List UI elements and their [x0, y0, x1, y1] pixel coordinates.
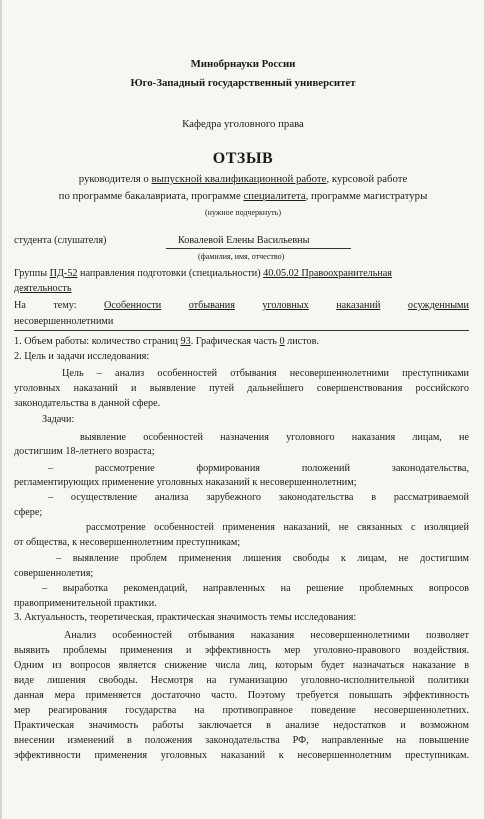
relevance-line: Одним из вопросов является снижение числа лиц, которым будет назначаться наказание в [14, 660, 469, 671]
task-line: – рассмотрение формирования положений законодательства, [48, 463, 469, 474]
task-line: правоприменительной практики. [14, 598, 157, 609]
task-line: рассмотрение особенностей применения наказаний, не связанных с изоляцией [86, 522, 469, 533]
item-1-volume [14, 336, 319, 347]
task-line: – осуществление анализа зарубежного законодательства в рассматриваемой [48, 492, 469, 503]
task-line: выявление особенностей назначения уголовного наказания лицам, не [80, 432, 469, 443]
relevance-line: мер реагирования государства на противоправное поведение несовершеннолетних. [14, 705, 469, 716]
group-direction-label: направления подготовки (специальности) [77, 268, 264, 279]
goal-line: Цель – анализ особенностей отбывания несовершеннолетними преступниками [62, 368, 469, 379]
university-name: Юго-Западный государственный университет [130, 77, 356, 89]
underline-note: (нужное подчеркнуть) [205, 208, 281, 217]
subtitle-text: , курсовой работе [326, 173, 408, 185]
page-count: 93 [180, 336, 191, 347]
document-title: ОТЗЫВ [212, 150, 274, 167]
tasks-heading: Задачи: [42, 414, 75, 425]
topic-word: Особенности [104, 300, 162, 311]
group-prefix: Группы [14, 268, 50, 279]
topic-word: отбывания [188, 300, 235, 311]
relevance-line: внесении изменений в положения законодательства РФ, направленные на повышение [14, 735, 469, 746]
topic-word: наказаний [336, 300, 381, 311]
graphics-count: 0 [279, 336, 285, 347]
topic-underline [14, 330, 469, 331]
task-line: от общества, к несовершеннолетним преступникам; [14, 537, 241, 548]
student-name-hint: (фамилия, имя, отчество) [198, 252, 285, 261]
item-1-text: листов. [284, 336, 319, 347]
task-line: совершеннолетия; [14, 568, 94, 579]
item-1-text: 1. Объем работы: количество страниц [14, 336, 181, 347]
student-label: студента (слушателя) [14, 235, 107, 246]
goal-line: законодательства в данной сфере. [14, 398, 161, 409]
relevance-line: эффективности применения уголовных наказаний к несовершеннолетним преступникам. [14, 750, 469, 761]
relevance-line: виде лишения свободы. Несмотря на гуманизацию уголовно-исполнительной политики [14, 675, 469, 686]
item-3-heading: 3. Актуальность, теоретическая, практическая значимость темы исследования: [14, 612, 357, 623]
task-line: – выявление проблем применения лишения свободы к лицам, не достигшим [56, 553, 469, 564]
topic-word: тему: [53, 300, 77, 311]
topic-word: осужденными [407, 300, 469, 311]
goal-line: уголовных наказаний и выявление путей дальнейшего совершенствования российского [14, 383, 469, 394]
group-line [14, 268, 392, 279]
subtitle-spec-underlined: специалитета [243, 190, 306, 202]
subtitle-text: , программе магистратуры [305, 190, 428, 202]
task-line: сфере; [14, 507, 43, 518]
subtitle-vkr-underlined: выпускной квалификационной работе [151, 173, 327, 185]
subtitle-text: по программе бакалавриата, программе [58, 190, 244, 202]
task-line: регламентирующих применение уголовных наказаний к несовершеннолетним; [14, 477, 357, 488]
subtitle-line-2 [0, 190, 486, 202]
subtitle-line-1 [0, 173, 486, 185]
student-name: Ковалевой Елены Васильевны [178, 235, 310, 246]
group-code: ПД-52 [49, 268, 78, 279]
relevance-line: Практическая значимость работы заключается в анализе недостатков и возможном [14, 720, 469, 731]
topic-word: На [14, 300, 26, 311]
relevance-line: выявить проблемы применения и эффективность мер уголовно-правового воздействия. [14, 645, 469, 656]
task-line: – выработка рекомендаций, направленных на решение проблемных вопросов [42, 583, 469, 594]
subtitle-text: руководителя о [78, 173, 152, 185]
item-2-heading: 2. Цель и задачи исследования: [14, 351, 150, 362]
ministry-name: Минобрнауки России [190, 58, 296, 70]
department-name: Кафедра уголовного права [182, 118, 304, 130]
topic-line-1 [14, 300, 469, 311]
relevance-line: данная мера применяется достаточно часто. Поэтому требуется повышать эффективность [14, 690, 469, 701]
student-name-underline [166, 248, 351, 249]
relevance-line: Анализ особенностей отбывания наказания несовершеннолетними позволяет [64, 630, 469, 641]
group-direction-cont: деятельность [14, 283, 72, 294]
topic-line-2: несовершеннолетними [14, 316, 114, 327]
item-1-text: . Графическая часть [190, 336, 280, 347]
topic-word: уголовных [262, 300, 309, 311]
group-direction-value: 40.05.02 Правоохранительная [263, 268, 392, 279]
task-line: достигшим 18-летнего возраста; [14, 446, 155, 457]
